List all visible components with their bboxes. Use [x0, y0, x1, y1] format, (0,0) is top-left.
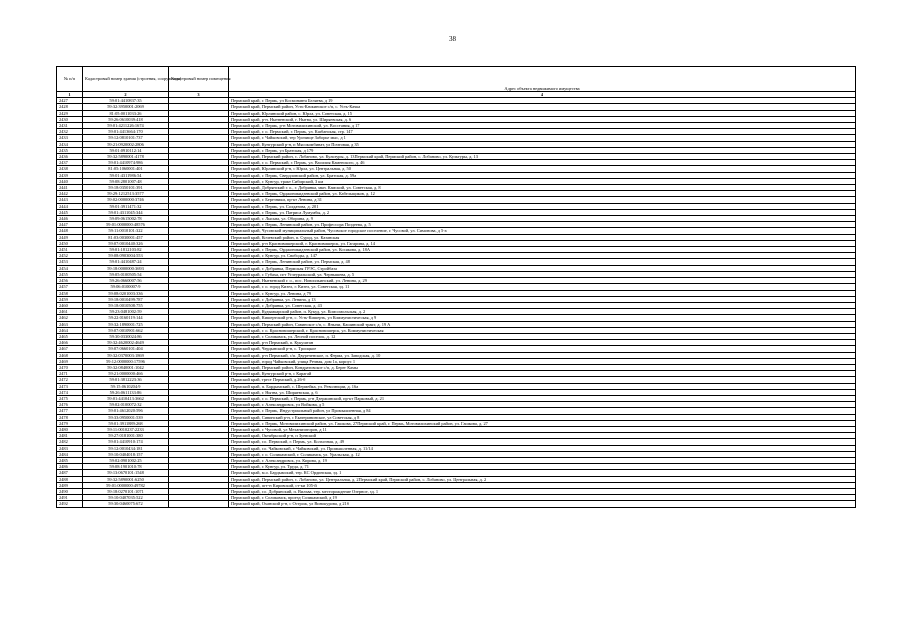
row-number: 2460	[57, 302, 83, 308]
cadastral-building-cell: 59:01:4410487:24	[83, 259, 169, 265]
row-number: 2448	[57, 228, 83, 234]
cadastral-building-cell: 59:15:0610204:9	[83, 383, 169, 389]
cadastral-building-cell: 59:01:4311986:54	[83, 172, 169, 178]
row-number: 2433	[57, 135, 83, 141]
row-number: 2450	[57, 240, 83, 246]
address-cell: Пермский край, р-н Пермский, п. Кукуштан	[229, 340, 856, 346]
address-cell: Пермский край, г. Добрянка, ул. Советская, д. 43	[229, 302, 856, 308]
cadastral-building-cell: 59:02:0000000:3746	[83, 197, 169, 203]
row-number: 2485	[57, 457, 83, 463]
row-number: 2438	[57, 166, 83, 172]
row-number: 2486	[57, 464, 83, 470]
address-cell: Пермский край, г. Лысьва, ул. Оборина, д. 9	[229, 216, 856, 222]
row-number: 2429	[57, 110, 83, 116]
cadastral-building-cell: 59:32:3950001:2069	[83, 104, 169, 110]
cadastral-building-cell: 59:23:0481002:59	[83, 309, 169, 315]
address-cell: Пермский край, г. о. Пермский, г. Пермь, р-н Дзержинский, пр-кт Парковый, д. 21	[229, 395, 856, 401]
row-number: 2454	[57, 265, 83, 271]
row-number: 2452	[57, 253, 83, 259]
cadastral-building-cell: 59:11:0010101:322	[83, 228, 169, 234]
address-cell: Пермский край, г. Пермь, ул. Патриса Лумумбы, д. 2	[229, 209, 856, 215]
cadastral-building-cell: 59:12:0010434:181	[83, 445, 169, 451]
row-number: 2472	[57, 377, 83, 383]
cadastral-building-cell: 59:01:4612020:596	[83, 408, 169, 414]
address-cell: Пермский край, г. Березники, пр-кт Ленина, д 31	[229, 197, 856, 203]
address-cell: Пермский край, Чердынский р-н, с. Троицкое	[229, 346, 856, 352]
address-cell: Пермский край, г. Пермь, Индустриальный район, ул Промышленная, д 84	[229, 408, 856, 414]
address-cell: Пермский край, город Чайковский, улица Речная, дом 1а, корпус 1	[229, 358, 856, 364]
cadastral-building-cell: 59:29:1212513:3577	[83, 191, 169, 197]
header-num: № п/п	[57, 67, 83, 92]
cadastral-building-cell: 59:18:0000000:3693	[83, 265, 169, 271]
cadastral-building-cell: 59:22:0160119:144	[83, 315, 169, 321]
cadastral-building-cell: 59:01:1812103:82	[83, 247, 169, 253]
address-cell: Пермский край, г. о. Пермский, г. Пермь, ул. Кшбанская, стр. 147	[229, 129, 856, 135]
row-number: 2484	[57, 451, 83, 457]
row-number: 2434	[57, 141, 83, 147]
row-number: 2468	[57, 352, 83, 358]
row-number: 2487	[57, 470, 83, 476]
row-number: 2464	[57, 327, 83, 333]
row-number: 2492	[57, 501, 83, 507]
cadastral-building-cell: 59:21:0000000:466	[83, 371, 169, 377]
cadastral-building-cell: 59:08:1901010:78	[83, 464, 169, 470]
cadastral-building-cell: 59:13:0670101:1548	[83, 470, 169, 476]
cadastral-building-cell: 59:02:0100072:32	[83, 402, 169, 408]
cadastral-building-cell: 59:06:0100007:9	[83, 284, 169, 290]
address-cell: Пермский край, г.о. Пермский, г. Пермь, ул. Колхозная, д. 49	[229, 439, 856, 445]
cadastral-building-cell: 59:08:0201003:336	[83, 290, 169, 296]
address-cell: Пермский край, г. Пермь, ул. Солдатова, д. 201	[229, 203, 856, 209]
cadastral-building-cell: 59:01:3911889:268	[83, 420, 169, 426]
address-cell: Пермский край, р-н Красновишерский, г. Красновишерск, ул. Гагарина, д. 14	[229, 240, 856, 246]
row-number: 2475	[57, 395, 83, 401]
row-number: 2463	[57, 321, 83, 327]
row-number: 2470	[57, 364, 83, 370]
address-cell: Пермский край, г. Пермь, ул Космонавта Беляева, д 19	[229, 98, 856, 104]
cadastral-building-cell: 59:26:0611133:86	[83, 389, 169, 395]
address-cell: Пермский край, г. о. Красновишерский, г. Красновишерск, ул. Коммунистическая	[229, 327, 856, 333]
address-cell: Пермский край, Пермский район, с. Лобаново, ул. Центральная, д. 2Пермский край, Пермский район, с. Лобаново, ул. Центральная, д. 2	[229, 476, 856, 482]
cadastral-building-cell: 59:18:0010499:787	[83, 296, 169, 302]
cadastral-building-cell: 59:32:1890001:725	[83, 321, 169, 327]
address-cell: Пермский край, Юрлинский р-н, с Юрла, ул. Центральная, д. 50	[229, 166, 856, 172]
cadastral-building-cell: 59:30:0330024:86	[83, 333, 169, 339]
cadastral-building-cell: 59:32:5890001:6250	[83, 476, 169, 482]
address-cell: Пермский край, Юрлинский район, с. Юрла, ул. Советская, д. 15	[229, 110, 856, 116]
header-cadastral-building: Кадастровый номер здания (строения, сооружения)	[83, 67, 169, 92]
address-cell: Пермский край, Нытвенский г. о., пос. Новоильинский, ул. Ленина, д. 29	[229, 278, 856, 284]
row-number: 2465	[57, 333, 83, 339]
address-cell: Пермский край, г. Губаха, пгт Углеуральский, ул. Чернышева, д. 5	[229, 271, 856, 277]
cadastral-building-cell: 59:08:2801007:48	[83, 178, 169, 184]
address-cell: Пермский край, Сивинский р-н, с Екатерининское, ул Советская, д 8	[229, 414, 856, 420]
row-number: 2482	[57, 439, 83, 445]
address-cell: Пермский край, г. Кунгур, ул. Ленина, д 79	[229, 290, 856, 296]
cadastral-building-cell: 59:01:0000000:49782	[83, 482, 169, 488]
address-cell: Пермский край, г. Нытва, ул. Ширяевская, д. 6	[229, 389, 856, 395]
address-cell: Пермский край, г. Добрянка, Пермская ГРЭС, Стройбаза	[229, 265, 856, 271]
row-number: 2491	[57, 495, 83, 501]
row-number: 2449	[57, 234, 83, 240]
address-cell: Пермский край, Октябрьский р-н, п Зуевский	[229, 433, 856, 439]
cadastral-building-cell: 59:01:3911471:32	[83, 203, 169, 209]
row-number: 2443	[57, 197, 83, 203]
address-cell: Пермский край, Пермский район, Кондратовское с/п, д. Берег Камы	[229, 364, 856, 370]
address-cell: Пермский край, Пермский район, Усть-Качкинское с/п, с. Усть-Качка	[229, 104, 856, 110]
cadastral-building-cell: 59:09:0615002:78	[83, 216, 169, 222]
row-number: 2467	[57, 346, 83, 352]
row-number: 2480	[57, 426, 83, 432]
row-number: 2478	[57, 414, 83, 420]
address-cell: Пермский край, г. Пермь, Ленинский район, ул. Профессора Поздеева, д. 5	[229, 222, 856, 228]
page-number: 38	[449, 35, 456, 43]
row-number: 2436	[57, 154, 83, 160]
cadastral-building-cell: 59:18:0270101:1071	[83, 489, 169, 495]
address-cell: Пермский край, р-н Пермский, с/п. Двуреченское, п. Ферма, ул. Заводская, д. 10	[229, 352, 856, 358]
cadastral-building-cell: 59:08:0903004:553	[83, 253, 169, 259]
cadastral-building-cell: 59:07:0010901:662	[83, 327, 169, 333]
row-number: 2432	[57, 129, 83, 135]
address-cell: Пермский край, Кишертский р-н, с. Усть-Кишерть, ул Коммунистическая, д 9	[229, 315, 856, 321]
address-cell: Пермский край, Оханский р-н, с Острож, ул Винокурова, д 21б	[229, 501, 856, 507]
address-cell: Пермский край, Пермский район, с. Лобаново, ул. Культуры, д. 13Пермский край, Пермский район, с. Лобаново, ул. Культуры, д. 13	[229, 154, 856, 160]
address-cell: Пермский край, г. Чусовой, ул Механизаторов, д 11	[229, 426, 856, 432]
row-number: 2481	[57, 433, 83, 439]
address-cell: Пермский край, Кочевский район, п. Сурод, ул. Казанская	[229, 234, 856, 240]
row-number: 2459	[57, 296, 83, 302]
address-cell: Пермский край, г. Пермь, Ленинский район, ул. Пермская, д. 48	[229, 259, 856, 265]
row-number: 2488	[57, 476, 83, 482]
address-cell: Пермский край, Чусовской муниципальный район, Чусовское городское поселение, г. Чусовой, ул. Симонова, д 5-а	[229, 228, 856, 234]
row-number: 2440	[57, 178, 83, 184]
address-cell: Пермский край, г. Пермь, р-н Мотовилихинский, ул. Восстания, д 17	[229, 123, 856, 129]
address-cell: Пермский край, г. Кунгур, тракт Сибирский, 3 км	[229, 178, 856, 184]
row-number: 2441	[57, 185, 83, 191]
cadastral-building-cell: 59:01:4413664:170	[83, 129, 169, 135]
address-cell: Пермский край, г. Пермь, Мотовилихинский район, ул. Гашкова, 27Пермский край, г. Пермь, Мотовилихинский район, ул. Гашкова, д. 27	[229, 420, 856, 426]
row-number: 2490	[57, 489, 83, 495]
cadastral-building-cell: 59:01:4410910:174	[83, 439, 169, 445]
address-cell: Пермский край, Пермский район, Савинское с/п, с. Янычи, Кашинский тракт, д. 19 А	[229, 321, 856, 327]
cadastral-building-cell: 59:32:0370003:1869	[83, 352, 169, 358]
address-cell: Пермский край, г. Пермь, ул Братская, д 179	[229, 147, 856, 153]
table-row	[57, 501, 856, 507]
row-number: 2446	[57, 216, 83, 222]
address-cell: Пермский край, г. Пермь, Орджоникидзевский район, ул. Кабельщиков, д. 12	[229, 191, 856, 197]
column-number: 1	[57, 92, 83, 98]
row-number: 2457	[57, 284, 83, 290]
cadastral-building-cell: 59:18:0010508:755	[83, 302, 169, 308]
cadastral-building-cell: 59:05:0100505:54	[83, 271, 169, 277]
address-cell: Пермский край, м.о. Бардымский, тер. КС Ординская, зд. 1	[229, 470, 856, 476]
address-cell: Пермский край, г.о. Чайковский, г. Чайковский, ул. Промышленная, д. 11/14	[229, 445, 856, 451]
address-cell: Пермский край, г. Кунгур, ул. Свободы, д. 147	[229, 253, 856, 259]
cadastral-building-cell: 59:26:0660007:56	[83, 278, 169, 284]
address-cell: Пермский край, г. Пермь, Орджоникидзевский район, ул. Косякова, д. 18А	[229, 247, 856, 253]
cadastral-building-cell: 59:01:4410837:35	[83, 98, 169, 104]
cadastral-building-cell: 59:32:0840001:1042	[83, 364, 169, 370]
address-cell: Пермский край, пгт-н Кировский, ст-ки 105-й	[229, 482, 856, 488]
cadastral-building-cell: 59:10:0407035:522	[83, 495, 169, 501]
header-cadastral-room: Кадастровый номер помещения	[169, 67, 229, 92]
cadastral-room-cell	[169, 501, 229, 507]
row-number: 2439	[57, 172, 83, 178]
cadastral-building-cell: 59:01:4410413:3662	[83, 395, 169, 401]
row-number: 2462	[57, 315, 83, 321]
row-number: 2427	[57, 98, 83, 104]
row-number: 2447	[57, 222, 83, 228]
address-cell: Пермский край, г. о. город Кизел, г. Кизел, ул. Советская, зд. 11	[229, 284, 856, 290]
cadastral-building-cell: 81:05:1060001:401	[83, 166, 169, 172]
row-number: 2428	[57, 104, 83, 110]
cadastral-building-cell: 59:12:0810101:737	[83, 135, 169, 141]
row-number: 2458	[57, 290, 83, 296]
cadastral-building-cell: 59:26:0610039:418	[83, 116, 169, 122]
row-number: 2483	[57, 445, 83, 451]
column-number: 4	[229, 92, 856, 98]
row-number: 2451	[57, 247, 83, 253]
cadastral-building-cell: 59:10:0404018:157	[83, 451, 169, 457]
address-cell: Пермский край, п. Бардымский, с. Шермейка, ул. Революции, д. 16а	[229, 383, 856, 389]
cadastral-building-cell: 59:32:5890001:4178	[83, 154, 169, 160]
cadastral-building-cell: 59:01:3812223:36	[83, 377, 169, 383]
address-cell: Пермский край, г. Александровск, ул Войкова, д 5	[229, 402, 856, 408]
cadastral-building-cell: 59:01:4211226:1674	[83, 123, 169, 129]
row-number: 2431	[57, 123, 83, 129]
row-number: 2466	[57, 340, 83, 346]
row-number: 2435	[57, 147, 83, 153]
row-number: 2474	[57, 389, 83, 395]
address-cell: Пермский край, г. о. Соликамский, г. Соликамск, ул. Уральская, д. 12	[229, 451, 856, 457]
row-number: 2479	[57, 420, 83, 426]
column-number: 2	[83, 92, 169, 98]
row-number: 2456	[57, 278, 83, 284]
table-header-row	[57, 67, 856, 92]
cadastral-building-cell: 59:01:0000000:48576	[83, 222, 169, 228]
cadastral-building-cell: 59:01:0910112:14	[83, 147, 169, 153]
row-number: 2471	[57, 371, 83, 377]
cadastral-building-cell: 59:27:0181001:380	[83, 433, 169, 439]
cadastral-building-cell: 59:07:0010440:326	[83, 240, 169, 246]
row-number: 2473	[57, 383, 83, 389]
row-number: 2445	[57, 209, 83, 215]
cadastral-building-cell: 59:12:0000000:17596	[83, 358, 169, 364]
cadastral-building-cell: 59:32:4620002:4649	[83, 340, 169, 346]
address-cell: Пермский край, г. о. Пермский, г. Пермь, ул. Василия Каменского, д. 46	[229, 160, 856, 166]
address-cell: Пермский край, Кунгурский р-н, п Мясокомбинат, ул Почтовая, д 35	[229, 141, 856, 147]
address-cell: Пермский край, г. Соликамск, проезд Соликамский, д 19	[229, 495, 856, 501]
row-number: 2442	[57, 191, 83, 197]
row-number: 2469	[57, 358, 83, 364]
cadastral-building-cell: 59:07:0660101:404	[83, 346, 169, 352]
address-cell: Пермский край, р-н. Нытвенский, г. Нытва, ул. Ширяевская, д. 6	[229, 116, 856, 122]
address-cell: Пермский край, г. Соликамск, ул. Лесной поселок, д. 12	[229, 333, 856, 339]
cadastral-building-cell: 81:05:0011033:26	[83, 110, 169, 116]
row-number: 2444	[57, 203, 83, 209]
address-cell: Пермский край, г. Добрянка, ул. Ленина, д 13	[229, 296, 856, 302]
cadastral-building-cell: 59:33:0950001:539	[83, 414, 169, 420]
address-cell: Пермский край, г. Кунгур, ул. Труда, д. 71	[229, 464, 856, 470]
address-cell: Пермский край, Добрянский г. о., г. Добрянка, мкн. Камский, ул. Советская, д. 8	[229, 185, 856, 191]
row-number: 2476	[57, 402, 83, 408]
cadastral-building-cell: 81:03:0030001:457	[83, 234, 169, 240]
row-number: 2477	[57, 408, 83, 414]
address-cell: Пермский край, Кунгурский р-н, с Карагай	[229, 371, 856, 377]
cadastral-building-cell: 59:01:4311045:344	[83, 209, 169, 215]
address-cell: Пермский край, г. Пермь, Свердловский район, ул. Братская, д. 59а	[229, 172, 856, 178]
address-cell: Пермский край, Кудымкарский район, п. Кукуд, ул. Комсомольская, д. 2	[229, 309, 856, 315]
cadastral-building-cell: 59:02:0901002:25	[83, 457, 169, 463]
cadastral-building-cell: 59:01:4410974:986	[83, 160, 169, 166]
address-cell: Пермский край, трест Пермский, д.26-б	[229, 377, 856, 383]
address-cell: Пермский край, г. Чайковский, тер Урочище Заборье мыс, д 1	[229, 135, 856, 141]
registry-table	[56, 66, 856, 508]
row-number: 2455	[57, 271, 83, 277]
header-address: Адрес объекта недвижимого имущества	[229, 67, 856, 92]
column-number: 3	[169, 92, 229, 98]
row-number: 2437	[57, 160, 83, 166]
row-number: 2453	[57, 259, 83, 265]
row-number: 2430	[57, 116, 83, 122]
row-number: 2461	[57, 309, 83, 315]
address-cell: Пермский край, г. Александровск, ул. Кирова, д. 19	[229, 457, 856, 463]
cadastral-building-cell: 59:21:0920002:2806	[83, 141, 169, 147]
cadastral-building-cell: 59:30:0460075:672	[83, 501, 169, 507]
cadastral-building-cell: 59:18:0350101:391	[83, 185, 169, 191]
row-number: 2489	[57, 482, 83, 488]
cadastral-building-cell: 59:11:0010237:2233	[83, 426, 169, 432]
address-cell: Пермский край, г.о. Добрянский, п. Вильва, тер. месторождение Озерное, зд. 1	[229, 489, 856, 495]
